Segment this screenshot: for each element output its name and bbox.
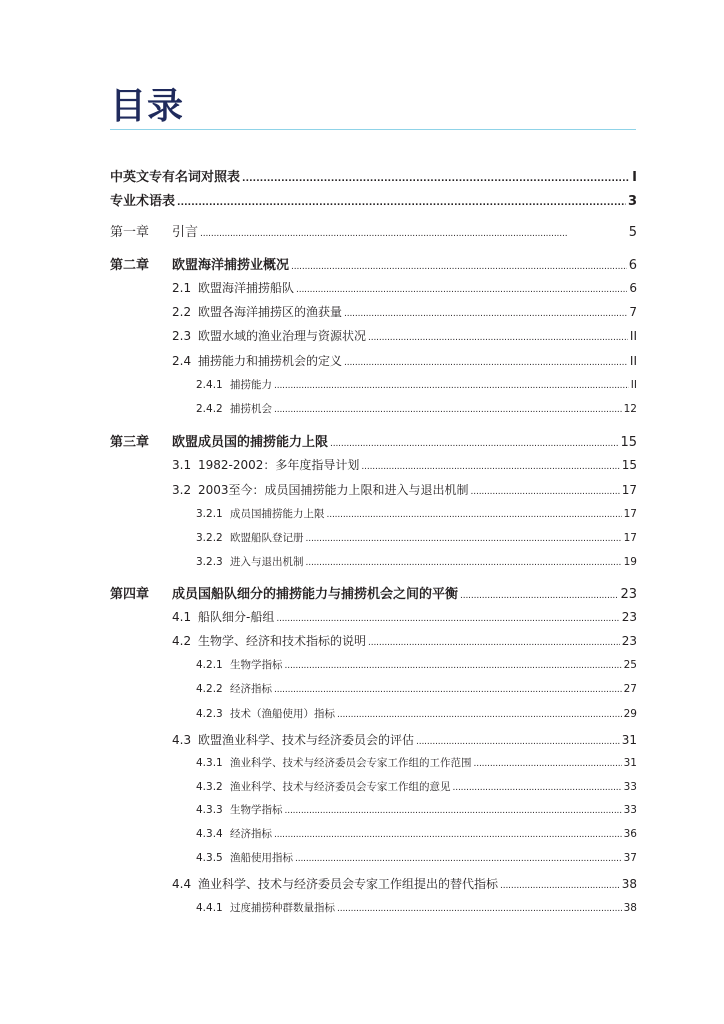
toc-entry-page: I: [632, 170, 637, 185]
dot-leader: [337, 708, 622, 720]
toc-entry[interactable]: [196, 554, 637, 569]
toc-entry[interactable]: [172, 875, 637, 892]
toc-entry[interactable]: [110, 190, 637, 209]
toc-entry-label: 欧盟船队登记册: [230, 532, 304, 544]
toc-entry[interactable]: [172, 608, 637, 625]
toc-entry-page: 17: [621, 483, 637, 497]
toc-entry[interactable]: [196, 706, 637, 721]
toc-entry[interactable]: [110, 583, 637, 602]
toc-entry-label: 生物学、经济和技术指标的说明: [198, 634, 367, 648]
toc-entry-label: 引言: [172, 225, 199, 240]
dot-leader: [327, 508, 622, 520]
toc-entry-page: 36: [623, 828, 637, 840]
toc-entry[interactable]: [196, 779, 637, 794]
toc-entry-number: 4.3: [172, 733, 192, 747]
toc-entry-page: 19: [623, 556, 637, 568]
toc-entry[interactable]: [172, 352, 637, 369]
dot-leader: [344, 354, 628, 368]
toc-entry[interactable]: [110, 166, 637, 185]
toc-entry[interactable]: [196, 802, 637, 817]
toc-entry[interactable]: [110, 431, 637, 450]
toc-entry-label: 捕捞能力和捕捞机会的定义: [198, 354, 343, 368]
toc-entry-label: 专业术语表: [110, 194, 176, 209]
toc-entry-label: 2003至今：成员国捕捞能力上限和进入与退出机制: [198, 483, 469, 497]
toc-entry-label: 欧盟水域的渔业治理与资源状况: [198, 329, 367, 343]
dot-leader: [291, 258, 627, 273]
toc-entry-label: 捕捞能力: [230, 379, 272, 391]
toc-entry-number: 4.2.1: [196, 659, 223, 671]
toc-entry-label: 过度捕捞种群数量指标: [230, 902, 335, 914]
toc-entry-page: 23: [621, 634, 637, 648]
toc-entry-page: 33: [623, 804, 637, 816]
dot-leader: [306, 532, 622, 544]
toc-entry-label: 经济指标: [230, 828, 272, 840]
dot-leader: [460, 587, 618, 602]
dot-leader: [200, 225, 627, 240]
toc-entry-page: 5: [628, 225, 637, 240]
page-title: 目录: [110, 86, 185, 127]
toc-entry-number: 4.2.2: [196, 683, 223, 695]
toc-entry-page: 25: [623, 659, 637, 671]
toc-entry-label: 欧盟各海洋捕捞区的渔获量: [198, 305, 343, 319]
dot-leader: [337, 902, 622, 914]
toc-entry-page: 31: [621, 733, 637, 747]
toc-entry-number: 4.4: [172, 877, 192, 891]
toc-entry-label: 成员国船队细分的捕捞能力与捕捞机会之间的平衡: [172, 587, 459, 602]
toc-entry-label: 生物学指标: [230, 659, 283, 671]
toc-entry[interactable]: [172, 731, 637, 748]
dot-leader: [274, 379, 629, 391]
toc-entry[interactable]: [196, 506, 637, 521]
toc-entry-label: 1982-2002：多年度指导计划: [198, 458, 360, 472]
toc-entry-page: II: [629, 354, 637, 368]
toc-entry-page: 7: [629, 305, 637, 319]
toc-entry[interactable]: [196, 681, 637, 696]
toc-entry-number: 4.3.2: [196, 781, 223, 793]
toc-entry-number: 3.2.2: [196, 532, 223, 544]
toc-entry-label: 渔业科学、技术与经济委员会专家工作组提出的替代指标: [198, 877, 499, 891]
toc-entry-page: 17: [623, 532, 637, 544]
toc-entry[interactable]: [196, 826, 637, 841]
toc-entry[interactable]: [196, 401, 637, 416]
toc-entry-number: 4.2: [172, 634, 192, 648]
toc-entry-page: II: [630, 379, 637, 391]
toc-entry[interactable]: [172, 481, 637, 498]
toc-entry-label: 中英文专有名词对照表: [110, 170, 241, 185]
toc-entry-number: 4.3.4: [196, 828, 223, 840]
toc-entry-number: 3.2.1: [196, 508, 223, 520]
toc-entry-page: II: [629, 329, 637, 343]
toc-entry-label: 船队细分-船组: [198, 610, 275, 624]
toc-entry[interactable]: [172, 327, 637, 344]
toc-entry-label: 欧盟海洋捕捞业概况: [172, 258, 290, 273]
toc-entry-number: 3.2: [172, 483, 192, 497]
toc-entry[interactable]: [172, 456, 637, 473]
toc-entry[interactable]: [110, 221, 637, 240]
toc-entry-label: 渔业科学、技术与经济委员会专家工作组的工作范围: [230, 757, 472, 769]
toc-entry-number: 4.3.5: [196, 852, 223, 864]
toc-entry-number: 4.1: [172, 610, 192, 624]
toc-entry-page: 27: [623, 683, 637, 695]
dot-leader: [453, 781, 622, 793]
toc-entry-label: 渔船使用指标: [230, 852, 293, 864]
dot-leader: [274, 403, 622, 415]
toc-entry-page: 38: [621, 877, 637, 891]
dot-leader: [177, 194, 626, 209]
toc-entry-label: 渔业科学、技术与经济委员会专家工作组的意见: [230, 781, 451, 793]
dot-leader: [500, 877, 620, 891]
dot-leader: [471, 483, 620, 497]
dot-leader: [242, 170, 630, 185]
toc-entry-page: 15: [621, 458, 637, 472]
toc-entry-label: 经济指标: [230, 683, 272, 695]
toc-entry-page: 38: [623, 902, 637, 914]
toc-entry-page: 29: [623, 708, 637, 720]
dot-leader: [295, 852, 622, 864]
dot-leader: [330, 435, 618, 450]
toc-entry-page: 3: [627, 194, 637, 209]
toc-entry-number: 4.2.3: [196, 708, 223, 720]
toc-entry-number: 2.4.2: [196, 403, 223, 415]
toc-entry-page: 33: [623, 781, 637, 793]
toc-entry-label: 进入与退出机制: [230, 556, 304, 568]
toc-entry-number: 4.3.3: [196, 804, 223, 816]
toc-entry-label: 技术（渔船使用）指标: [230, 708, 335, 720]
toc-entry-number: 4.4.1: [196, 902, 223, 914]
toc-entry[interactable]: [196, 530, 637, 545]
toc-entry-label: 捕捞机会: [230, 403, 272, 415]
toc-entry-label: 欧盟渔业科学、技术与经济委员会的评估: [198, 733, 415, 747]
toc-entry-label: 成员国捕捞能力上限: [230, 508, 325, 520]
toc-entry-number: 2.4: [172, 354, 192, 368]
toc-entry-label: 生物学指标: [230, 804, 283, 816]
toc-entry-number: 3.1: [172, 458, 192, 472]
toc-entry-page: 37: [623, 852, 637, 864]
dot-leader: [368, 634, 620, 648]
dot-leader: [274, 828, 622, 840]
toc-entry[interactable]: [172, 632, 637, 649]
toc-entry[interactable]: [110, 254, 637, 273]
toc-entry-page: 6: [629, 281, 637, 295]
toc-entry-page: 17: [623, 508, 637, 520]
dot-leader: [474, 757, 622, 769]
toc-entry-number: 2.2: [172, 305, 192, 319]
toc-entry-number: 4.3.1: [196, 757, 223, 769]
toc-entry[interactable]: [196, 850, 637, 865]
toc-entry[interactable]: [196, 657, 637, 672]
toc-entry-number: 第四章: [110, 587, 150, 602]
dot-leader: [344, 305, 627, 319]
toc-entry-page: 6: [628, 258, 637, 273]
toc-entry[interactable]: [196, 755, 637, 770]
dot-leader: [416, 733, 620, 747]
toc-entry-number: 2.4.1: [196, 379, 223, 391]
toc-entry-number: 3.2.3: [196, 556, 223, 568]
toc-entry[interactable]: [196, 377, 637, 392]
toc-entry-label: 欧盟成员国的捕捞能力上限: [172, 435, 329, 450]
dot-leader: [296, 281, 627, 295]
toc-entry-number: 2.3: [172, 329, 192, 343]
toc-entry[interactable]: [172, 279, 637, 296]
toc-entry-number: 第三章: [110, 435, 150, 450]
dot-leader: [361, 458, 619, 472]
dot-leader: [306, 556, 622, 568]
dot-leader: [274, 683, 622, 695]
dot-leader: [285, 659, 622, 671]
toc-entry-page: 23: [621, 610, 637, 624]
toc-entry-number: 第二章: [110, 258, 150, 273]
toc-entry-page: 23: [620, 587, 637, 602]
dot-leader: [285, 804, 622, 816]
toc-entry-page: 15: [620, 435, 637, 450]
toc-entry-number: 2.1: [172, 281, 192, 295]
toc-entry-page: 31: [623, 757, 637, 769]
toc-entry[interactable]: [172, 303, 637, 320]
dot-leader: [276, 610, 619, 624]
toc-entry-number: 第一章: [110, 225, 150, 240]
toc-entry-label: 欧盟海洋捕捞船队: [198, 281, 295, 295]
toc-entry-page: 12: [623, 403, 637, 415]
dot-leader: [368, 329, 628, 343]
toc-entry[interactable]: [196, 900, 637, 915]
